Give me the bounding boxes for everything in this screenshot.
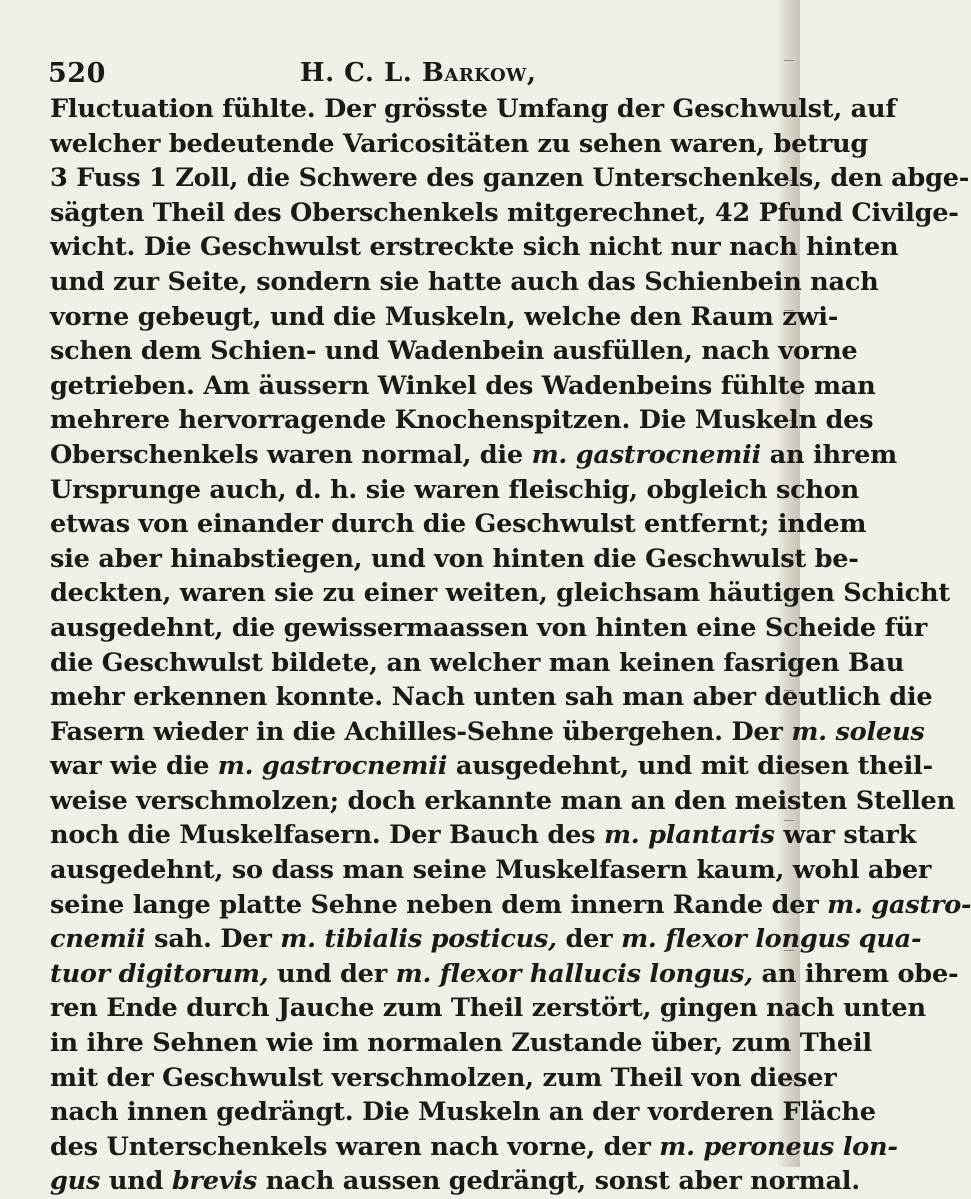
text-segment: getrieben. Am äussern Winkel des Wadenbeins fühlte man [50, 370, 876, 401]
text-line [50, 473, 859, 508]
text-line [50, 922, 922, 957]
text-segment: in ihre Sehnen wie im normalen Zustande über, zum Theil [50, 1028, 872, 1059]
text-line [50, 196, 959, 231]
italic-term: m. peroneus lon- [659, 1131, 898, 1162]
text-segment: nach aussen gedrängt, sonst aber normal. [257, 1166, 860, 1197]
text-segment: vorne gebeugt, und die Muskeln, welche den Raum zwi- [50, 301, 839, 332]
text-segment: Ursprunge auch, d. h. sie waren fleischig, obgleich schon [50, 474, 859, 505]
text-segment: seine lange platte Sehne neben dem innern Rande der [50, 889, 828, 920]
text-segment: mit der Geschwulst verschmolzen, zum Theil von dieser [50, 1062, 837, 1093]
text-segment: welcher bedeutende Varicositäten zu sehen waren, betrug [50, 128, 868, 159]
text-line [50, 680, 933, 715]
text-line [50, 507, 867, 542]
text-line [50, 265, 879, 300]
text-line [50, 403, 874, 438]
text-line [50, 369, 876, 404]
text-line [50, 334, 858, 369]
italic-term: gus [50, 1166, 101, 1197]
page-header [48, 50, 748, 90]
text-line [50, 888, 971, 923]
text-line [50, 611, 927, 646]
text-segment: und [100, 1166, 172, 1197]
text-segment: ren Ende durch Jauche zum Theil zerstört, gingen nach unten [50, 993, 926, 1024]
text-line [50, 957, 959, 992]
text-line [50, 438, 897, 473]
text-line [50, 991, 926, 1026]
text-line [50, 1164, 860, 1199]
text-line [50, 784, 955, 819]
text-line [50, 853, 932, 888]
italic-term: m. gastro- [827, 889, 971, 920]
text-segment: noch die Muskelfasern. Der Bauch des [50, 820, 604, 851]
text-segment: deckten, waren sie zu einer weiten, gleichsam häutigen Schicht [50, 578, 950, 609]
text-segment: Fasern wieder in die Achilles-Sehne übergehen. Der [50, 716, 792, 747]
text-segment: und der [268, 958, 396, 989]
text-segment: ausgedehnt, und mit diesen theil- [447, 751, 933, 782]
text-line [50, 1130, 898, 1165]
text-segment: mehrere hervorragende Knochenspitzen. Die Muskeln des [50, 405, 874, 436]
text-segment: war wie die [50, 751, 218, 782]
page-number: 520 [48, 58, 106, 89]
text-line [50, 230, 899, 265]
text-line [50, 542, 859, 577]
italic-term: m. soleus [791, 716, 925, 747]
text-line [50, 715, 925, 750]
text-segment: ausgedehnt, so dass man seine Muskelfasern kaum, wohl aber [50, 855, 932, 886]
text-segment: 3 Fuss 1 Zoll, die Schwere des ganzen Unterschenkels, den abge- [50, 163, 970, 194]
text-segment: sie aber hinabstiegen, und von hinten die Geschwulst be- [50, 543, 859, 574]
text-line [50, 576, 950, 611]
text-segment: der [556, 924, 622, 955]
italic-term: m. flexor longus qua- [621, 924, 922, 955]
text-line [50, 1095, 876, 1130]
text-line [50, 749, 933, 784]
text-line [50, 1061, 837, 1096]
text-line [50, 92, 897, 127]
text-segment: und zur Seite, sondern sie hatte auch das Schienbein nach [50, 266, 879, 297]
body-text [50, 92, 971, 1199]
italic-term: m. gastrocnemii [217, 751, 448, 782]
text-segment: nach innen gedrängt. Die Muskeln an der vorderen Fläche [50, 1097, 876, 1128]
text-segment: an ihrem obe- [752, 958, 959, 989]
text-segment: Fluctuation fühlte. Der grösste Umfang der Geschwulst, auf [50, 94, 897, 124]
text-segment: die Geschwulst bildete, an welcher man keinen fasrigen Bau [50, 647, 905, 678]
text-segment: sägten Theil des Oberschenkels mitgerechnet, 42 Pfund Civilge- [50, 197, 959, 228]
text-line [50, 127, 868, 162]
text-segment: an ihrem [761, 439, 897, 470]
text-segment: war stark [774, 820, 917, 851]
text-segment: Oberschenkels waren normal, die [50, 439, 532, 470]
text-segment: weise verschmolzen; doch erkannte man an den meisten Stellen [50, 785, 955, 816]
italic-term: brevis [171, 1166, 258, 1197]
italic-term: m. flexor hallucis longus, [395, 958, 753, 989]
text-segment: ausgedehnt, die gewissermaassen von hinten eine Scheide für [50, 612, 927, 643]
italic-term: m. gastrocnemii [531, 439, 762, 470]
text-segment: wicht. Die Geschwulst erstreckte sich nicht nur nach hinten [50, 232, 899, 263]
edge-mark [784, 60, 794, 61]
italic-term: m. plantaris [603, 820, 775, 851]
text-segment: mehr erkennen konnte. Nach unten sah man aber deutlich die [50, 682, 933, 713]
text-line [50, 818, 917, 853]
italic-term: tuor digitorum, [50, 958, 269, 989]
text-line [50, 300, 839, 335]
text-segment: sah. Der [145, 924, 281, 955]
text-line [50, 1026, 872, 1061]
italic-term: m. tibialis posticus, [280, 924, 557, 955]
text-segment: schen dem Schien- und Wadenbein ausfüllen, nach vorne [50, 336, 858, 367]
text-segment: des Unterschenkels waren nach vorne, der [50, 1131, 660, 1162]
text-segment: etwas von einander durch die Geschwulst entfernt; indem [50, 509, 867, 540]
text-line [50, 646, 905, 681]
italic-term: cnemii [50, 924, 146, 955]
text-line [50, 161, 970, 196]
running-head: H. C. L. Barkow, [300, 58, 537, 88]
